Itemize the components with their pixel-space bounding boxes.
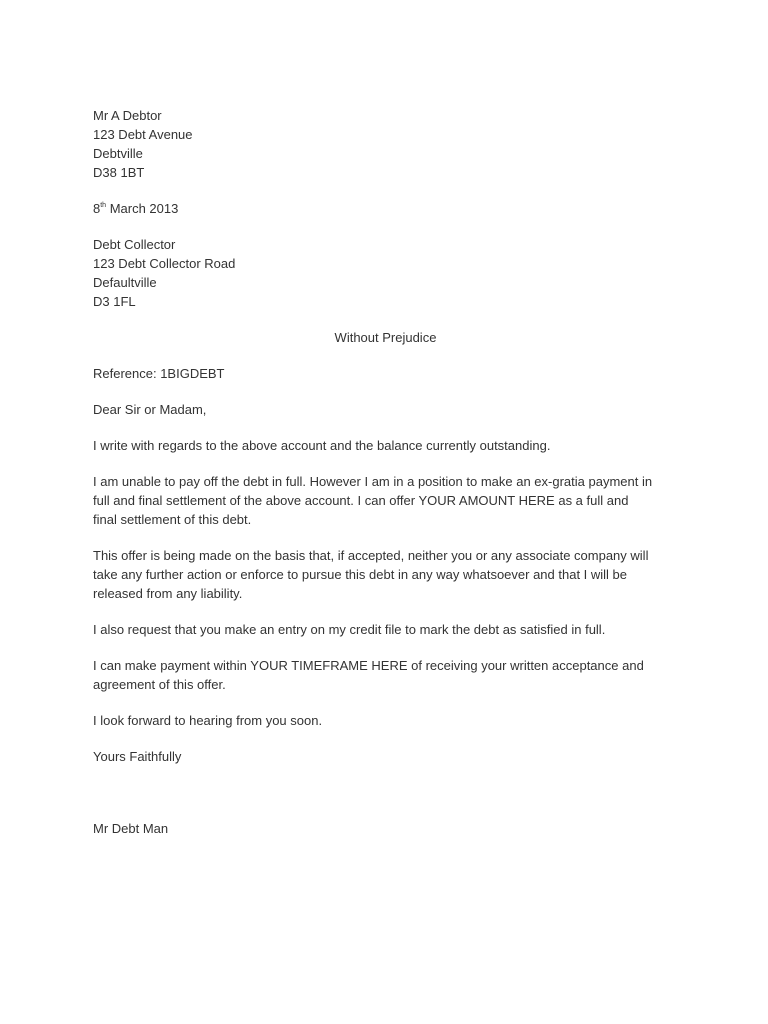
date-suffix: th [100, 201, 107, 209]
date-rest: March 2013 [106, 201, 179, 216]
recipient-postcode: D3 1FL [93, 294, 136, 309]
paragraph-6: I look forward to hearing from you soon. [93, 713, 323, 728]
paragraph-4: I also request that you make an entry on my credit file to mark the debt as satisfied in full. [93, 622, 606, 637]
letter-date [93, 199, 678, 218]
signature-name: Mr Debt Man [93, 821, 169, 836]
recipient-name: Debt Collector [93, 237, 176, 252]
date-day: 8 [93, 201, 101, 216]
recipient-address [93, 235, 678, 311]
letter-heading: Without Prejudice [334, 330, 437, 345]
sender-name: Mr A Debtor [93, 108, 162, 123]
recipient-street: 123 Debt Collector Road [93, 256, 236, 271]
closing: Yours Faithfully [93, 749, 182, 764]
salutation: Dear Sir or Madam, [93, 402, 207, 417]
sender-address [93, 106, 678, 182]
sender-town: Debtville [93, 146, 143, 161]
reference-line: Reference: 1BIGDEBT [93, 366, 225, 381]
paragraph-3: This offer is being made on the basis that, if accepted, neither you or any associate company will take any further action or enforce to pursue this debt in any way whatsoever and that I will be released from any liability. [93, 548, 649, 601]
paragraph-2: I am unable to pay off the debt in full. However I am in a position to make an ex-gratia payment in full and final settlement of the above account. I can offer YOUR AMOUNT HERE as a full and final settlement of this debt. [93, 474, 653, 527]
letter-body [93, 106, 678, 838]
recipient-town: Defaultville [93, 275, 157, 290]
sender-street: 123 Debt Avenue [93, 127, 193, 142]
sender-postcode: D38 1BT [93, 165, 145, 180]
paragraph-1: I write with regards to the above account and the balance currently outstanding. [93, 438, 551, 453]
paragraph-5: I can make payment within YOUR TIMEFRAME HERE of receiving your written acceptance and agreement of this offer. [93, 658, 644, 692]
